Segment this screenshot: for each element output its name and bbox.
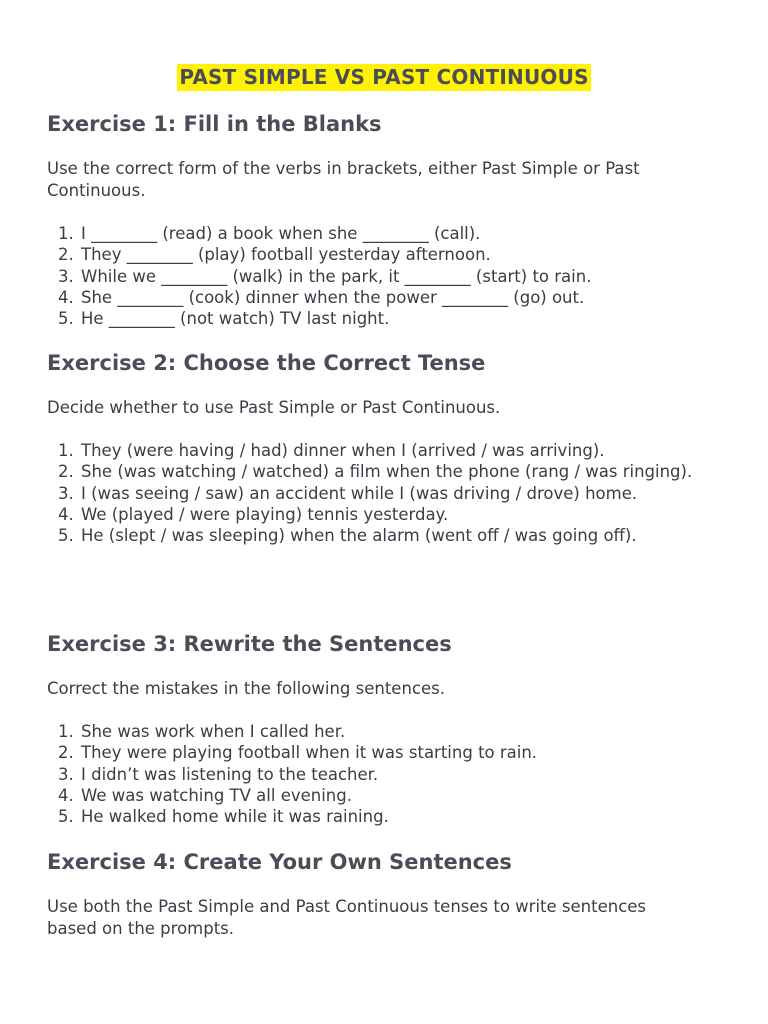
exercise-1-list xyxy=(47,223,727,329)
exercise-3-intro: Correct the mistakes in the following sentences. xyxy=(47,679,445,698)
title-wrap xyxy=(0,64,768,91)
list-item: 3. I (was seeing / saw) an accident while I (was driving / drove) home. xyxy=(58,483,638,503)
list-item: 4. We was watching TV all evening. xyxy=(58,785,352,805)
page-title: PAST SIMPLE VS PAST CONTINUOUS xyxy=(179,65,589,89)
list-item: 5. He (slept / was sleeping) when the alarm (went off / was going off). xyxy=(58,526,637,546)
list-item: 1. I ________ (read) a book when she ________ (call). xyxy=(58,224,481,243)
list-item: 1. They (were having / had) dinner when I (arrived / was arriving). xyxy=(58,441,605,460)
exercise-2-intro: Decide whether to use Past Simple or Past Continuous. xyxy=(47,398,501,417)
exercise-1-heading: Exercise 1: Fill in the Blanks xyxy=(47,112,382,136)
list-item: 3. While we ________ (walk) in the park, it ________ (start) to rain. xyxy=(58,266,592,286)
list-item: 4. She ________ (cook) dinner when the power ________ (go) out. xyxy=(58,287,585,307)
exercise-1-intro: Use the correct form of the verbs in brackets, either Past Simple or Past Continuous. xyxy=(47,159,640,200)
exercise-4-intro: Use both the Past Simple and Past Continuous tenses to write sentences based on the prompts. xyxy=(47,897,647,938)
list-item: 5. He ________ (not watch) TV last night. xyxy=(58,309,390,329)
exercise-3-list xyxy=(47,721,727,827)
list-item: 2. They ________ (play) football yesterday afternoon. xyxy=(58,245,491,265)
list-item: 4. We (played / were playing) tennis yesterday. xyxy=(58,504,449,524)
list-item: 2. They were playing football when it was starting to rain. xyxy=(58,743,538,763)
exercise-2-heading: Exercise 2: Choose the Correct Tense xyxy=(47,351,486,375)
exercise-2-list xyxy=(47,440,727,546)
exercise-4-heading: Exercise 4: Create Your Own Sentences xyxy=(47,850,512,874)
exercise-3-heading: Exercise 3: Rewrite the Sentences xyxy=(47,632,452,656)
list-item: 1. She was work when I called her. xyxy=(58,722,346,741)
list-item: 5. He walked home while it was raining. xyxy=(58,807,389,827)
list-item: 2. She (was watching / watched) a film when the phone (rang / was ringing). xyxy=(58,462,693,482)
list-item: 3. I didn’t was listening to the teacher. xyxy=(58,764,379,784)
